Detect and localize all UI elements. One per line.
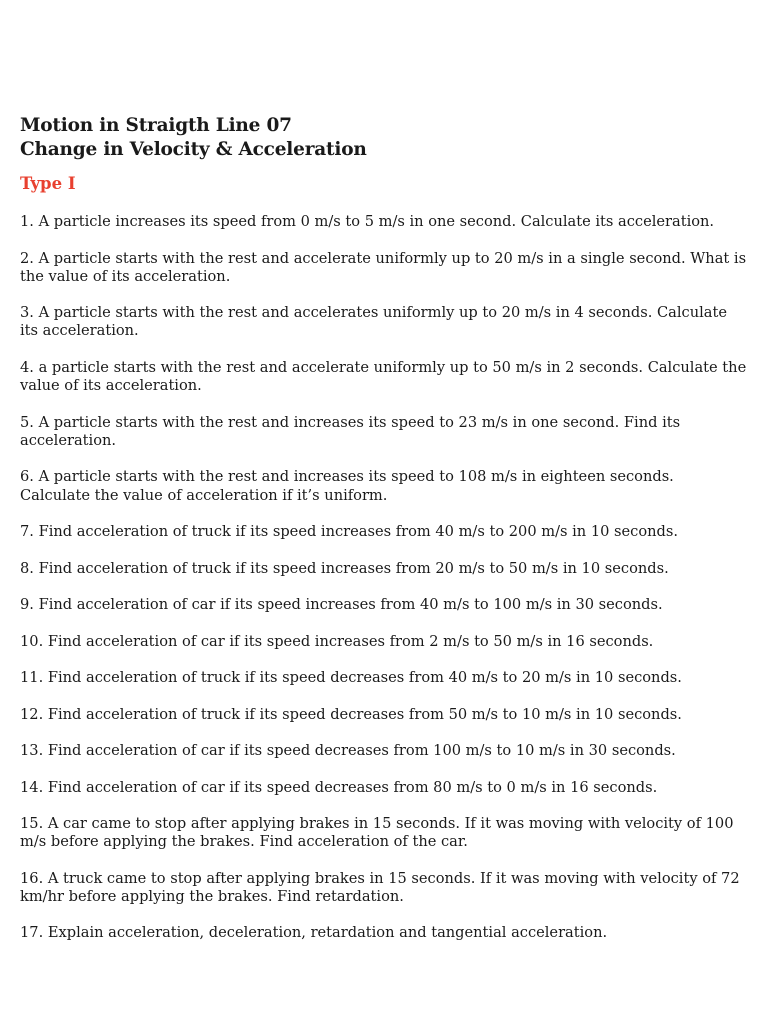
question-item: 17. Explain acceleration, deceleration, retardation and tangential acceleration. [20,924,608,942]
question-item: 10. Find acceleration of car if its speed increases from 2 m/s to 50 m/s in 16 seconds. [20,632,654,650]
question-item: 14. Find acceleration of car if its speed decreases from 80 m/s to 0 m/s in 16 seconds. [20,778,658,796]
question-item: 16. A truck came to stop after applying brakes in 15 seconds. If it was moving with velocity of 72 km/hr before applying the brakes. Find retardation. [20,869,740,905]
question-item: 11. Find acceleration of truck if its speed decreases from 40 m/s to 20 m/s in 10 seconds. [20,669,682,687]
question-item: 7. Find acceleration of truck if its speed increases from 40 m/s to 200 m/s in 10 seconds. [20,523,679,541]
question-item: 12. Find acceleration of truck if its speed decreases from 50 m/s to 10 m/s in 10 seconds. [20,705,682,723]
question-list [20,213,748,943]
question-item: 2. A particle starts with the rest and accelerate uniformly up to 20 m/s in a single second. What is the value of its acceleration. [20,249,747,285]
question-item: 1. A particle increases its speed from 0 m/s to 5 m/s in one second. Calculate its acceleration. [20,213,715,230]
title-line-1: Motion in Straigth Line 07 [20,115,292,136]
section-heading: Type I [20,174,76,193]
question-item: 13. Find acceleration of car if its speed decreases from 100 m/s to 10 m/s in 30 seconds. [20,742,676,760]
question-item: 3. A particle starts with the rest and accelerates uniformly up to 20 m/s in 4 seconds. Calculate its acceleration. [20,304,727,340]
question-item: 8. Find acceleration of truck if its speed increases from 20 m/s to 50 m/s in 10 seconds. [20,559,669,577]
title-line-2: Change in Velocity & Acceleration [20,139,367,160]
question-item: 9. Find acceleration of car if its speed increases from 40 m/s to 100 m/s in 30 seconds. [20,596,663,614]
document-page [20,114,748,943]
question-item: 15. A car came to stop after applying brakes in 15 seconds. If it was moving with velocity of 100 m/s before applying the brakes. Find acceleration of the car. [20,815,734,851]
question-item: 6. A particle starts with the rest and increases its speed to 108 m/s in eighteen seconds. Calculate the value of acceleration if it’s uniform. [20,468,674,504]
question-item: 4. a particle starts with the rest and accelerate uniformly up to 50 m/s in 2 seconds. Calculate the value of its acceleration. [20,358,747,395]
question-item: 5. A particle starts with the rest and increases its speed to 23 m/s in one second. Find its acceleration. [20,413,681,449]
